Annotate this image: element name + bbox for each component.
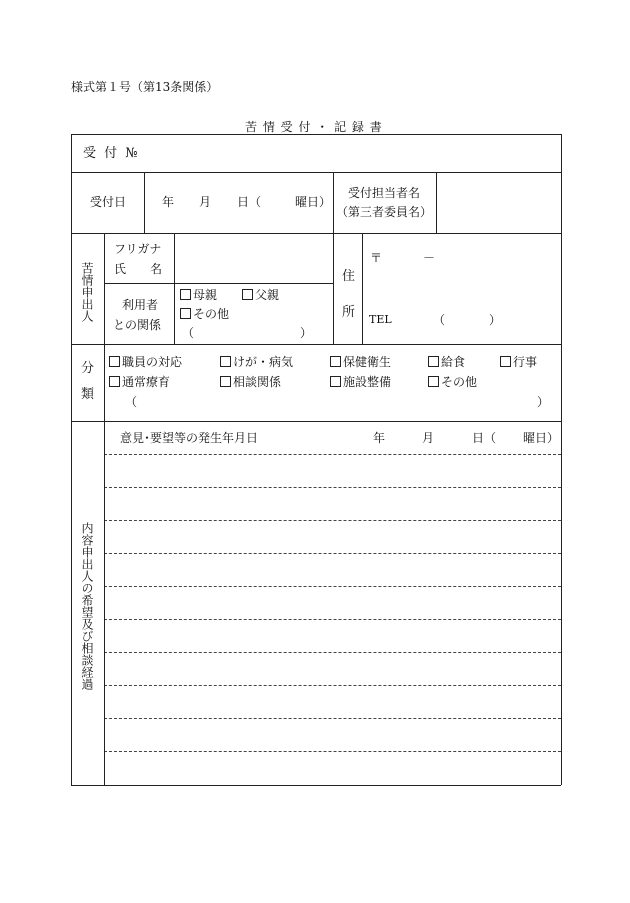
category-hygiene-checkbox[interactable] xyxy=(330,355,391,369)
category-facility-checkbox[interactable] xyxy=(330,375,391,389)
category-label-2: 類 xyxy=(81,387,95,402)
occ-month-label: 月 xyxy=(422,431,435,445)
category-injury-checkbox[interactable] xyxy=(220,355,293,369)
category-label-text: 施設整備 xyxy=(343,375,392,389)
content-label: 内容申出人の希望及び相談経過 xyxy=(80,522,94,690)
relation-other-label: その他 xyxy=(193,307,230,321)
occ-year-label: 年 xyxy=(373,431,386,445)
date-day-label: 日（ xyxy=(237,195,262,209)
category-label-text: 保健衛生 xyxy=(343,355,392,369)
category-label-text: 給食 xyxy=(441,355,466,369)
relation-father-label: 父親 xyxy=(255,288,280,302)
occurrence-date-label: 意見･要望等の発生年月日 xyxy=(120,431,259,445)
occ-weekday-label: 曜日） xyxy=(523,431,560,445)
relation-label-2: との関係 xyxy=(113,318,162,332)
relation-other-paren-open: （ xyxy=(182,326,195,340)
category-label-text: 相談関係 xyxy=(233,375,282,389)
address-label: 住 xyxy=(342,269,356,284)
relation-mother-checkbox[interactable] xyxy=(180,288,217,302)
category-other-paren-open: （ xyxy=(125,395,138,409)
postal-mark: 〒 xyxy=(370,251,383,265)
furigana-label: フリガナ xyxy=(114,242,162,256)
relation-mother-label: 母親 xyxy=(193,288,218,302)
category-other-checkbox[interactable] xyxy=(428,375,477,389)
date-year-label: 年 xyxy=(162,195,175,209)
relation-label: 利用者 xyxy=(122,298,159,312)
complainant-label: 苦情申出人 xyxy=(80,262,94,322)
category-staff-checkbox[interactable] xyxy=(109,355,182,369)
tel-paren-close: ） xyxy=(489,313,502,327)
category-consult-checkbox[interactable] xyxy=(220,375,281,389)
tel-label: TEL xyxy=(369,313,392,326)
category-label-text: けが・病気 xyxy=(233,355,294,369)
form-number: 様式第１号（第13条関係） xyxy=(71,80,219,94)
category-label-text: その他 xyxy=(441,375,478,389)
form-title: 苦 情 受 付 ・ 記 録 書 xyxy=(245,120,383,134)
category-label: 分 xyxy=(81,361,95,376)
address-label-2: 所 xyxy=(342,305,356,320)
tel-paren-open: （ xyxy=(433,313,446,327)
category-therapy-checkbox[interactable] xyxy=(109,375,170,389)
category-event-checkbox[interactable] xyxy=(500,355,537,369)
receipt-no-label: 受 付 № xyxy=(83,146,140,161)
category-label-text: 通常療育 xyxy=(122,375,171,389)
date-weekday-label: 曜日） xyxy=(295,195,332,209)
category-meal-checkbox[interactable] xyxy=(428,355,465,369)
category-other-paren-close: ） xyxy=(537,395,550,409)
name-label: 氏 名 xyxy=(114,262,163,276)
occ-day-label: 日（ xyxy=(472,431,497,445)
relation-other-paren-close: ） xyxy=(300,326,313,340)
relation-father-checkbox[interactable] xyxy=(242,288,279,302)
postal-dash: － xyxy=(423,251,436,265)
relation-other-checkbox[interactable] xyxy=(180,307,229,321)
category-label-text: 行事 xyxy=(513,355,538,369)
staff-label: 受付担当者名 xyxy=(348,186,421,200)
receipt-date-label: 受付日 xyxy=(90,195,127,209)
third-party-label: （第三者委員名） xyxy=(336,205,433,219)
date-month-label: 月 xyxy=(199,195,212,209)
category-label-text: 職員の対応 xyxy=(122,355,183,369)
